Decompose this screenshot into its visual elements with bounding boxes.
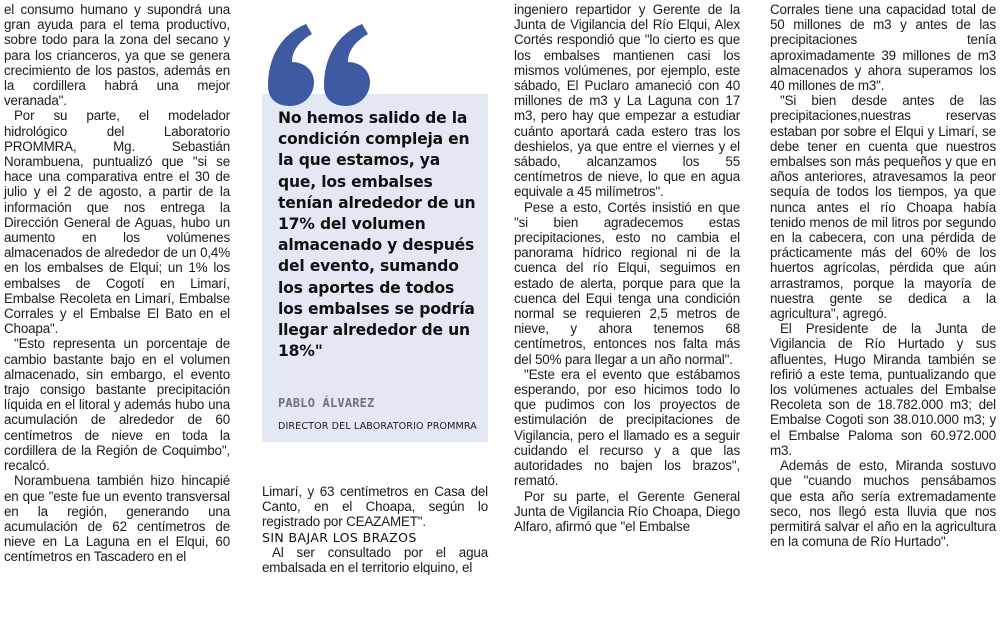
paragraph: Norambuena también hizo hincapié en que "este fue un evento transversal en la región, generando una acumulación de 62 centímetros de nieve en La Laguna en el Elqui, 60 centímetros en Tascadero en el	[4, 473, 230, 565]
quotation-mark-icon	[262, 8, 382, 118]
paragraph: el consumo humano y supondrá una gran ayuda para el tema productivo, sobre todo para la zona del secano y para los crianceros, ya que se genera crecimiento de los pastos, además en la cordillera habrá una mejor veranada".	[4, 2, 230, 109]
article-column-2	[262, 484, 488, 575]
paragraph: "Esto representa un porcentaje de cambio bastante bajo en el volumen almacenado, sin embargo, el evento trajo consigo bastante precipitación líquida en el litoral y además hubo una acumulación de alrededor de 60 centímetros de nieve en toda la cordillera de la Región de Coquimbo", recalcó.	[4, 336, 230, 474]
quote-author-role: DIRECTOR DEL LABORATORIO PROMMRA	[278, 421, 477, 432]
paragraph: El Presidente de la Junta de Vigilancia de Río Hurtado y sus afluentes, Hugo Miranda también se refirió a este tema, puntualizando que los volúmenes actuales del Embalse Recoleta son de 18.782.000 m3; del Embalse Cogoti son 38.010.000 m3; y el Embalse Paloma son 60.972.000 m3.	[770, 321, 996, 458]
paragraph: Limarí, y 63 centímetros en Casa del Canto, en el Choapa, según lo registrado por CEAZAMET".	[262, 484, 488, 530]
paragraph: ingeniero repartidor y Gerente de la Junta de Vigilancia del Río Elqui, Alex Cortés respondió que "lo cierto es que los embalses mantienen casi los mismos volúmenes, por ejemplo, este sábado, El Puclaro amaneció con 40 millones de m3 y La Laguna con 17 m3, pero hay que empezar a estudiar cuánto aportará cada estero tras los deshielos, ya que entre el viernes y el sábado, alcanzamos los 55 centímetros de nieve, lo que en agua equivale a 45 milímetros".	[514, 2, 740, 200]
paragraph: Por su parte, el modelador hidrológico del Laboratorio PROMMRA, Mg. Sebastián Norambuena, puntualizó que "si se hace una comparativa entre el 30 de julio y el 2 de agosto, a partir de la información que nos entrega la Dirección General de Aguas, hubo un aumento en los volúmenes almacenados de alrededor de un 0,4% en los embalses de Elqui; un 1% los embalses de Cogotí en Limarí, Embalse Recoleta en Limarí, Embalse Corrales y el Embalse El Bato en el Choapa".	[4, 108, 230, 337]
paragraph: Además de esto, Miranda sostuvo que "cuando muchos pensábamos que esta año sería extremadamente seco, nos llegó esta lluvia que nos permitirá salvar el año en la agricultura en la comuna de Río Hurtado".	[770, 458, 996, 550]
quote-author: PABLO ÁLVAREZ	[278, 396, 375, 410]
article-column-3	[514, 2, 740, 534]
pull-quote-text: No hemos salido de la condición compleja en la que estamos, ya que, los embalses tenían alrededor de un 17% del volumen almacenado y después del evento, sumando los aportes de todos los embalses se podría llegar alrededor de un 18%"	[278, 109, 476, 361]
section-subheading: SIN BAJAR LOS BRAZOS	[262, 529, 417, 545]
paragraph: "Este era el evento que estábamos esperando, por eso hicimos todo lo que pudimos con los proyectos de estimulación de precipitaciones de Vigilancia, pero el llamado es a seguir cuidando el recurso y a que las autoridades no bajen los brazos", remató.	[514, 366, 740, 489]
paragraph: Corrales tiene una capacidad total de 50 millones de m3 y antes de las precipitaciones tenía aproximadamente 39 millones de m3 almacenados y ahora superamos los 40 millones de m3".	[770, 2, 996, 94]
article-column-1	[4, 2, 230, 565]
paragraph: Al ser consultado por el agua embalsada en el territorio elquino, el	[262, 544, 488, 576]
paragraph: Por su parte, el Gerente General Junta de Vigilancia Río Choapa, Diego Alfaro, afirmó que "el Embalse	[514, 488, 740, 534]
article-column-4	[770, 2, 996, 549]
paragraph: Pese a esto, Cortés insistió en que "si bien agradecemos estas precipitaciones, esto no cambia el panorama hídrico regional ni de la cuenca del río Elqui, seguimos en estado de alerta, porque para que la cuenca del Equi tenga una condición normal se requieren 2,5 metros de nieve, y ahora tenemos 68 centímetros, entonces nos falta más del 50% para llegar a un año normal".	[514, 199, 740, 367]
paragraph: "Si bien desde antes de las precipitaciones,nuestras reservas estaban por sobre el Elqui y Limarí, se debe tener en cuenta que nuestros embalses son más pequeños y que en años anteriores, atravesamos la peor sequía de todos los tiempos, ya que nunca antes el río Choapa había tenido menos de mil litros por segundo en la cabecera, con una pérdida de prácticamente más del 60% de los huertos agrícolas, pérdida que aún arrastramos, porque la mayoría de nuestra gente se dedica a la agricultura", agregó.	[770, 93, 996, 322]
